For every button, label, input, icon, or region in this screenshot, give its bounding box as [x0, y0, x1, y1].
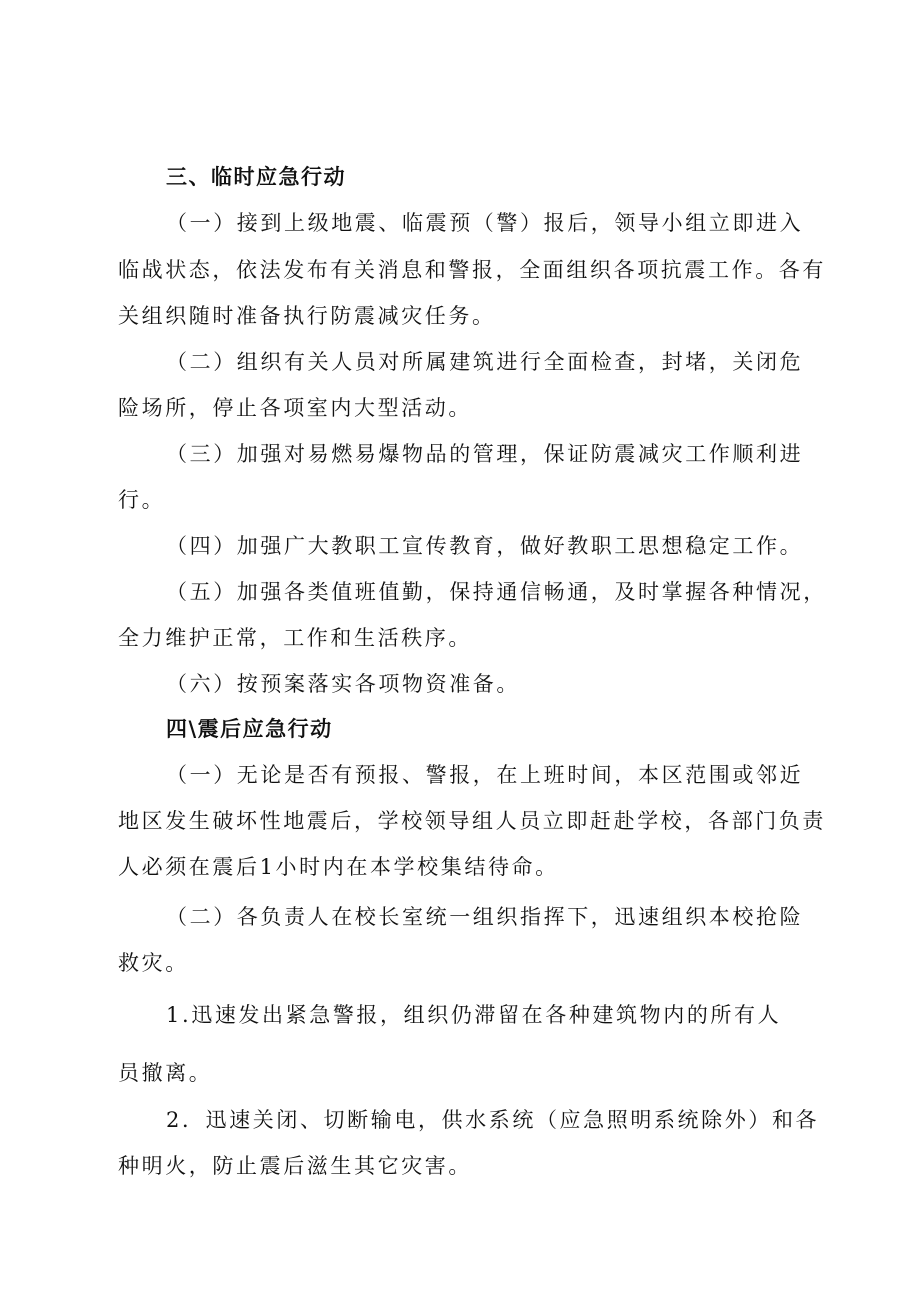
- paragraph-line: （一）无论是否有预报、警报，在上班时间，本区范围或邻近: [166, 763, 804, 787]
- paragraph-line: 种明火，防止震后滋生其它灾害。: [118, 1154, 472, 1178]
- paragraph-line: 全力维护正常，工作和生活秩序。: [118, 626, 472, 650]
- paragraph-line: （二）组织有关人员对所属建筑进行全面检查，封堵，关闭危: [166, 350, 804, 374]
- paragraph-line: （二）各负责人在校长室统一组织指挥下，迅速组织本校抢险: [166, 905, 804, 929]
- paragraph-line: 行。: [118, 488, 166, 512]
- paragraph-line: （一）接到上级地震、临震预（警）报后，领导小组立即进入: [166, 211, 804, 235]
- paragraph-line: 2．迅速关闭、切断输电，供水系统（应急照明系统除外）和各: [166, 1108, 820, 1132]
- paragraph-line: （四）加强广大教职工宣传教育，做好教职工思想稳定工作。: [166, 534, 804, 558]
- paragraph-line: 员撤离。: [118, 1061, 213, 1085]
- paragraph-line: 关组织随时准备执行防震减灾任务。: [118, 304, 496, 328]
- paragraph-line: （六）按预案落实各项物资准备。: [166, 672, 520, 696]
- section-heading: 三、临时应急行动: [166, 165, 346, 189]
- paragraph-line: 临战状态，依法发布有关消息和警报，全面组织各项抗震工作。各有: [118, 258, 826, 282]
- section-heading: 四\震后应急行动: [166, 717, 333, 741]
- paragraph-line: （五）加强各类值班值勤，保持通信畅通，及时掌握各种情况，: [166, 580, 827, 604]
- paragraph-line: 1.迅速发出紧急警报，组织仍滞留在各种建筑物内的所有人: [166, 1003, 782, 1027]
- paragraph-line: 人必须在震后1小时内在本学校集结待命。: [118, 855, 559, 879]
- paragraph-line: （三）加强对易燃易爆物品的管理，保证防震减灾工作顺利进: [166, 442, 804, 466]
- paragraph-line: 险场所，停止各项室内大型活动。: [118, 396, 472, 420]
- paragraph-line: 地区发生破坏性地震后，学校领导组人员立即赶赴学校，各部门负责: [118, 809, 826, 833]
- paragraph-line: 救灾。: [118, 951, 189, 975]
